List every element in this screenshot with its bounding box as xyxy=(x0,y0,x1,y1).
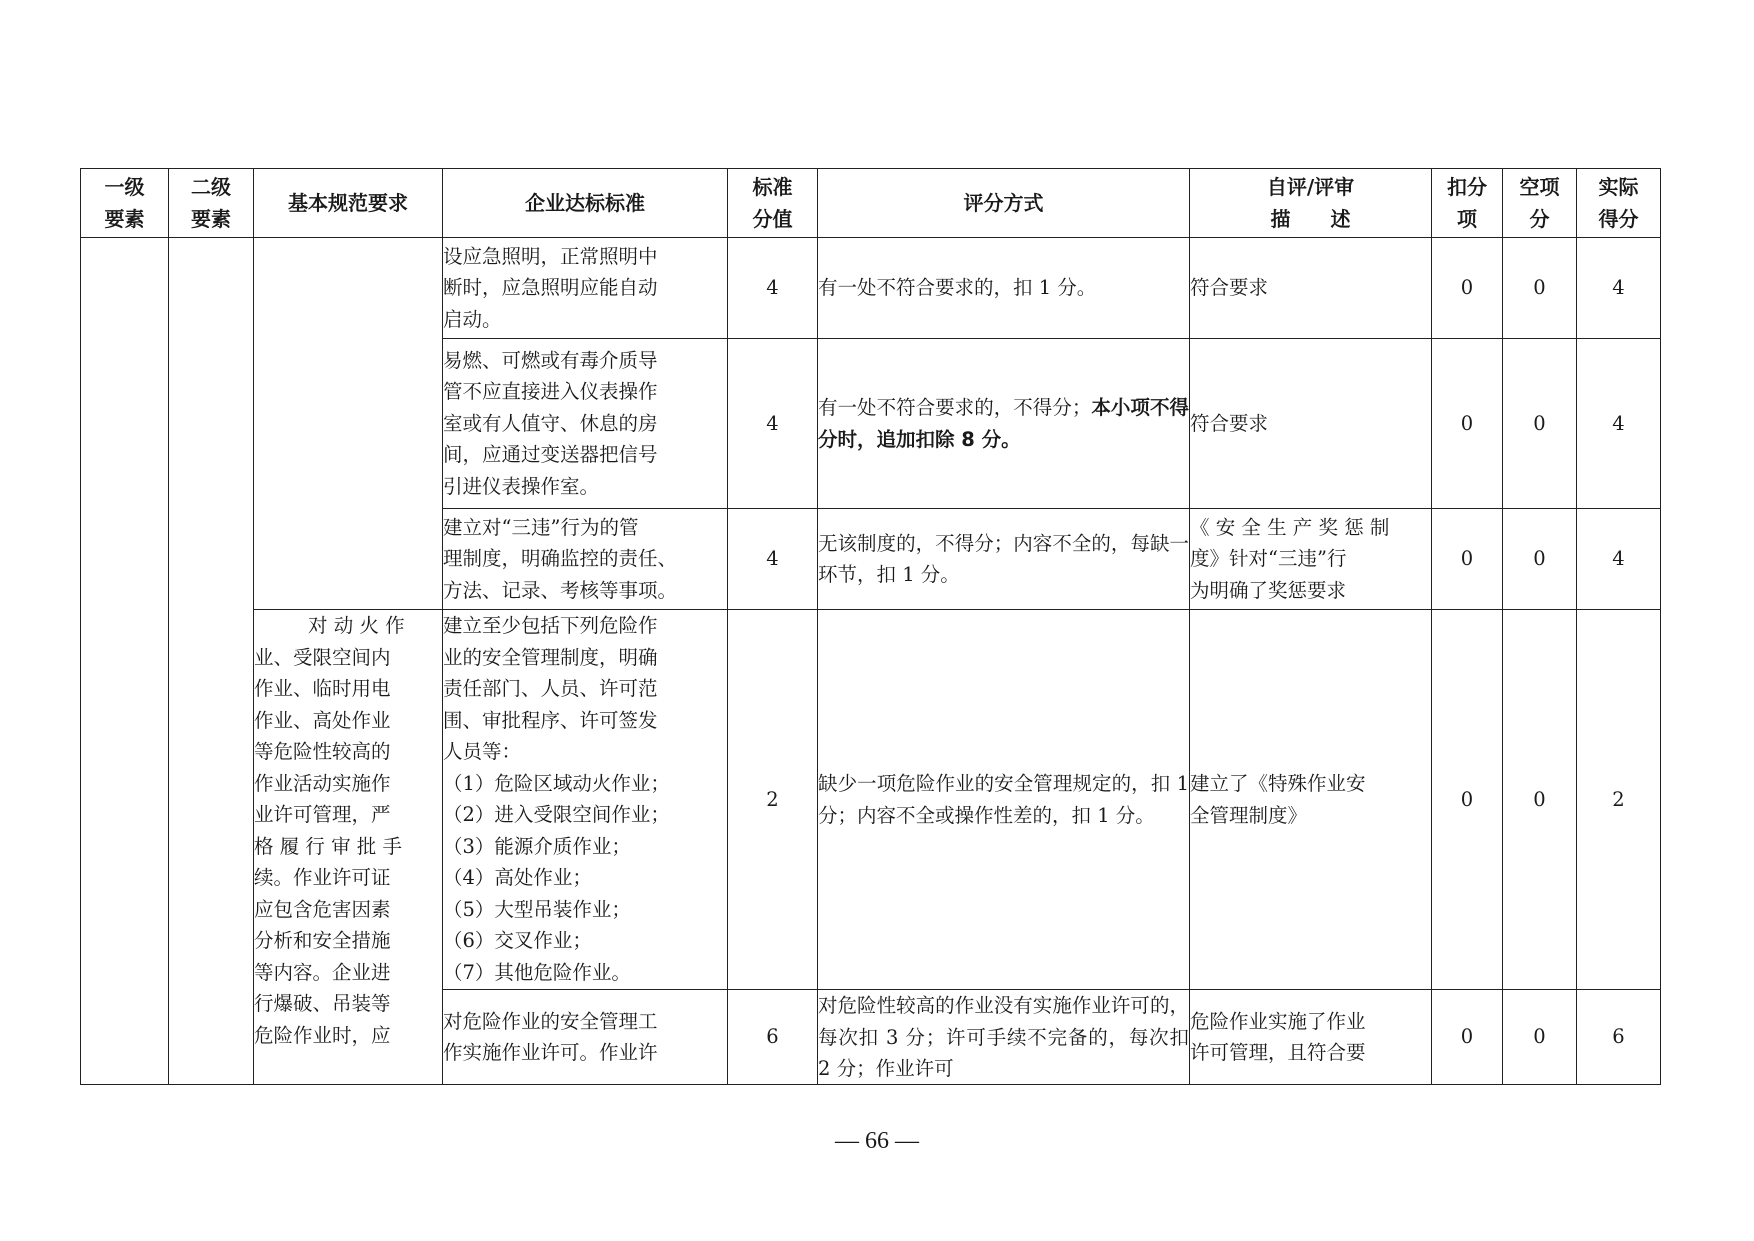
empty-score-cell: 0 xyxy=(1503,990,1577,1085)
basic-requirement-cell: 对 动 火 作 业、受限空间内 作业、临时用电 作业、高处作业 等危险性较高的 作业活动实施作 业许可管理，严 格 履 行 审 批 手 续。作业许可证 应包含危害因素 分析和安全措施 等内容。企业进 行爆破、吊装等 危险作业时，应 xyxy=(254,610,443,1085)
header-review-description: 自评/评审 描 述 xyxy=(1190,169,1432,238)
enterprise-standard-cell: 建立至少包括下列危险作 业的安全管理制度，明确 责任部门、人员、许可范 围、审批程序、许可签发 人员等： （1）危险区域动火作业； （2）进入受限空间作业； （3）能源介质作业； （4）高处作业； （5）大型吊装作业； （6）交叉作业； （7）其他危险作业。 xyxy=(443,610,728,990)
scoring-method-cell: 缺少一项危险作业的安全管理规定的，扣 1 分；内容不全或操作性差的，扣 1 分。 xyxy=(818,610,1190,990)
scoring-method-cell: 对危险性较高的作业没有实施作业许可的，每次扣 3 分；许可手续不完备的，每次扣 2 分；作业许可 xyxy=(818,990,1190,1085)
actual-score-cell: 4 xyxy=(1577,238,1661,339)
empty-score-cell: 0 xyxy=(1503,238,1577,339)
enterprise-standard-cell: 设应急照明，正常照明中 断时，应急照明应能自动 启动。 xyxy=(443,238,728,339)
review-description-cell: 符合要求 xyxy=(1190,339,1432,509)
review-description-cell: 《 安 全 生 产 奖 惩 制 度》针对“三违”行 为明确了奖惩要求 xyxy=(1190,509,1432,610)
level1-element-cell xyxy=(81,238,169,1085)
deduction-cell: 0 xyxy=(1432,238,1503,339)
header-scoring-method: 评分方式 xyxy=(818,169,1190,238)
header-level2: 二级 要素 xyxy=(169,169,254,238)
header-standard-score: 标准 分值 xyxy=(728,169,818,238)
deduction-cell: 0 xyxy=(1432,339,1503,509)
empty-score-cell: 0 xyxy=(1503,610,1577,990)
scoring-method-cell: 有一处不符合要求的，扣 1 分。 xyxy=(818,238,1190,339)
table-row xyxy=(81,238,1661,339)
header-empty-score: 空项 分 xyxy=(1503,169,1577,238)
page-number: — 66 — xyxy=(835,1128,919,1154)
basic-requirement-cell xyxy=(254,238,443,610)
review-description-cell: 危险作业实施了作业 许可管理，且符合要 xyxy=(1190,990,1432,1085)
header-level1: 一级 要素 xyxy=(81,169,169,238)
header-basic-requirement: 基本规范要求 xyxy=(254,169,443,238)
header-deduction: 扣分 项 xyxy=(1432,169,1503,238)
scoring-method-cell: 无该制度的，不得分；内容不全的，每缺一环节，扣 1 分。 xyxy=(818,509,1190,610)
scoring-method-cell: 有一处不符合要求的，不得分；本小项不得分时，追加扣除 8 分。 xyxy=(818,339,1190,509)
deduction-cell: 0 xyxy=(1432,509,1503,610)
deduction-cell: 0 xyxy=(1432,990,1503,1085)
actual-score-cell: 6 xyxy=(1577,990,1661,1085)
deduction-cell: 0 xyxy=(1432,610,1503,990)
actual-score-cell: 2 xyxy=(1577,610,1661,990)
assessment-table xyxy=(80,168,1661,1085)
empty-score-cell: 0 xyxy=(1503,339,1577,509)
standard-score-cell: 2 xyxy=(728,610,818,990)
standard-score-cell: 4 xyxy=(728,238,818,339)
enterprise-standard-cell: 对危险作业的安全管理工 作实施作业许可。作业许 xyxy=(443,990,728,1085)
enterprise-standard-cell: 易燃、可燃或有毒介质导 管不应直接进入仪表操作 室或有人值守、休息的房 间，应通过变送器把信号 引进仪表操作室。 xyxy=(443,339,728,509)
header-enterprise-standard: 企业达标标准 xyxy=(443,169,728,238)
level2-element-cell xyxy=(169,238,254,1085)
actual-score-cell: 4 xyxy=(1577,339,1661,509)
review-description-cell: 符合要求 xyxy=(1190,238,1432,339)
enterprise-standard-cell: 建立对“三违”行为的管 理制度，明确监控的责任、 方法、记录、考核等事项。 xyxy=(443,509,728,610)
empty-score-cell: 0 xyxy=(1503,509,1577,610)
standard-score-cell: 6 xyxy=(728,990,818,1085)
standard-score-cell: 4 xyxy=(728,509,818,610)
header-row xyxy=(81,169,1661,238)
header-actual-score: 实际 得分 xyxy=(1577,169,1661,238)
review-description-cell: 建立了《特殊作业安 全管理制度》 xyxy=(1190,610,1432,990)
standard-score-cell: 4 xyxy=(728,339,818,509)
table-row xyxy=(81,610,1661,990)
actual-score-cell: 4 xyxy=(1577,509,1661,610)
